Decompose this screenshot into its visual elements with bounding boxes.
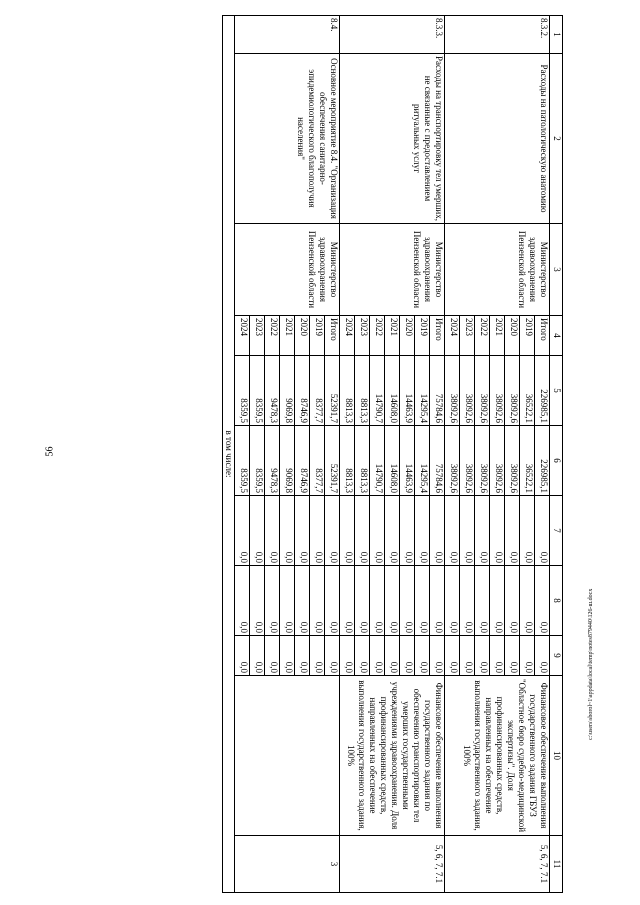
amount-cell: 14295,4 [415,426,430,496]
amount-cell: 0,0 [250,566,265,636]
table-row [430,16,445,893]
amount-cell: 14608,0 [385,356,400,426]
indicator-ref: 5, 6, 7, 7.1 [445,836,550,893]
amount-cell: 0,0 [370,636,385,676]
col-header: 4 [550,316,563,356]
amount-cell: 8813,3 [340,426,355,496]
amount-cell: 0,0 [400,636,415,676]
amount-cell: 0,0 [520,636,535,676]
indicator-ref: 3 [235,836,340,893]
row-number: 8.4. [235,16,340,54]
page-number: 56 [44,446,56,457]
amount-cell: 0,0 [265,636,280,676]
amount-cell: 0,0 [535,566,550,636]
col-header: 10 [550,676,563,836]
amount-cell: 0,0 [355,496,370,566]
year-cell: 2021 [280,316,295,356]
expected-result [235,676,340,836]
amount-cell: 0,0 [295,636,310,676]
amount-cell: 0,0 [280,566,295,636]
col-header: 11 [550,836,563,893]
amount-cell: 14463,9 [400,426,415,496]
amount-cell: 0,0 [430,566,445,636]
budget-table [222,15,563,893]
amount-cell: 0,0 [400,496,415,566]
amount-cell: 0,0 [325,496,340,566]
year-cell: 2023 [250,316,265,356]
amount-cell: 0,0 [460,566,475,636]
amount-cell: 0,0 [430,496,445,566]
year-cell: 2023 [355,316,370,356]
year-cell: 2023 [460,316,475,356]
year-cell: 2020 [505,316,520,356]
amount-cell: 52391,7 [325,426,340,496]
amount-cell: 0,0 [475,496,490,566]
including-label: в том числе: [223,16,235,893]
year-cell: 2020 [400,316,415,356]
year-cell: 2021 [385,316,400,356]
year-cell: 2022 [265,316,280,356]
amount-cell: 0,0 [535,636,550,676]
col-header: 8 [550,566,563,636]
amount-cell: 75784,6 [430,426,445,496]
amount-cell: 0,0 [265,566,280,636]
amount-cell: 0,0 [475,566,490,636]
amount-cell: 0,0 [340,566,355,636]
amount-cell: 14463,9 [400,356,415,426]
amount-cell: 8813,3 [340,356,355,426]
amount-cell: 0,0 [355,566,370,636]
amount-cell: 0,0 [475,636,490,676]
year-cell: 2021 [490,316,505,356]
year-cell: Итого [325,316,340,356]
col-header: 5 [550,356,563,426]
year-cell: 2022 [370,316,385,356]
amount-cell: 9069,8 [280,426,295,496]
amount-cell: 8746,9 [295,426,310,496]
amount-cell: 226985,1 [535,356,550,426]
year-cell: 2024 [340,316,355,356]
budget-table-sheet [103,15,563,892]
measure-name: Расходы на патологическую анатомию [445,54,550,224]
amount-cell: 0,0 [505,636,520,676]
amount-cell: 0,0 [355,636,370,676]
including-row [223,16,235,893]
executor: Министерство здравоохранения Пензенской области [235,224,340,316]
amount-cell: 0,0 [445,566,460,636]
amount-cell: 38092,6 [475,426,490,496]
col-header: 3 [550,224,563,316]
table-row [325,16,340,893]
amount-cell: 38092,6 [490,426,505,496]
row-number: 8.3.3. [340,16,445,54]
amount-cell: 0,0 [340,496,355,566]
amount-cell: 226985,1 [535,426,550,496]
amount-cell: 0,0 [325,566,340,636]
amount-cell: 0,0 [310,566,325,636]
amount-cell: 9069,8 [280,356,295,426]
amount-cell: 75784,6 [430,356,445,426]
amount-cell: 0,0 [370,496,385,566]
amount-cell: 0,0 [340,636,355,676]
measure-name: Основное мероприятие 8.4. "Организация обеспечения санитарно-эпидемиологического благополучия населения" [235,54,340,224]
amount-cell: 0,0 [295,496,310,566]
expected-result: Финансовое обеспечение выполнения государственного задания ГБУЗ "Областное бюро судебно-медицинской экспертизы". Доля профинансированных средств, направленных на обеспечение выполнения государственного задания, 100% [445,676,550,836]
year-cell: Итого [535,316,550,356]
executor: Министерство здравоохранения Пензенской области [445,224,550,316]
amount-cell: 8746,9 [295,356,310,426]
amount-cell: 0,0 [535,496,550,566]
year-cell: Итого [430,316,445,356]
amount-cell: 0,0 [295,566,310,636]
amount-cell: 38092,6 [505,426,520,496]
amount-cell: 0,0 [250,496,265,566]
amount-cell: 0,0 [400,566,415,636]
amount-cell: 0,0 [310,496,325,566]
amount-cell: 0,0 [415,636,430,676]
amount-cell: 8813,3 [355,426,370,496]
amount-cell: 0,0 [265,496,280,566]
amount-cell: 0,0 [385,566,400,636]
year-cell: 2024 [445,316,460,356]
amount-cell: 0,0 [415,566,430,636]
amount-cell: 8359,5 [250,356,265,426]
amount-cell: 8359,5 [235,426,250,496]
year-cell: 2019 [310,316,325,356]
amount-cell: 9478,3 [265,356,280,426]
measure-name: Расходы на транспортировку тел умерших, не связанные с предоставлением ритуальных услуг [340,54,445,224]
amount-cell: 8813,3 [355,356,370,426]
amount-cell: 38092,6 [445,426,460,496]
amount-cell: 38092,6 [460,356,475,426]
amount-cell: 52391,7 [325,356,340,426]
amount-cell: 0,0 [415,496,430,566]
amount-cell: 0,0 [445,496,460,566]
amount-cell: 8359,5 [235,356,250,426]
amount-cell: 0,0 [505,566,520,636]
amount-cell: 36522,1 [520,356,535,426]
row-number: 8.3.2. [445,16,550,54]
amount-cell: 0,0 [370,566,385,636]
amount-cell: 0,0 [505,496,520,566]
amount-cell: 0,0 [490,636,505,676]
amount-cell: 8377,7 [310,426,325,496]
year-cell: 2019 [520,316,535,356]
amount-cell: 8359,5 [250,426,265,496]
amount-cell: 0,0 [460,636,475,676]
footer-path: c:\users\sborol~1\appdata\local\temp\notes879440\126-ш.docx [588,588,594,740]
amount-cell: 0,0 [490,566,505,636]
amount-cell: 0,0 [235,566,250,636]
amount-cell: 14295,4 [415,356,430,426]
amount-cell: 0,0 [235,496,250,566]
amount-cell: 8377,7 [310,356,325,426]
col-header: 2 [550,54,563,224]
year-cell: 2020 [295,316,310,356]
year-cell: 2024 [235,316,250,356]
amount-cell: 0,0 [430,636,445,676]
year-cell: 2019 [415,316,430,356]
amount-cell: 38092,6 [445,356,460,426]
year-cell: 2022 [475,316,490,356]
amount-cell: 0,0 [520,566,535,636]
col-header: 9 [550,636,563,676]
amount-cell: 0,0 [385,636,400,676]
amount-cell: 0,0 [445,636,460,676]
amount-cell: 0,0 [235,636,250,676]
col-header: 6 [550,426,563,496]
indicator-ref: 5, 6, 7, 7.1 [340,836,445,893]
amount-cell: 0,0 [490,496,505,566]
amount-cell: 14608,0 [385,426,400,496]
amount-cell: 0,0 [385,496,400,566]
amount-cell: 38092,6 [475,356,490,426]
col-header: 7 [550,496,563,566]
amount-cell: 0,0 [250,636,265,676]
amount-cell: 38092,6 [505,356,520,426]
amount-cell: 0,0 [280,636,295,676]
amount-cell: 36522,1 [520,426,535,496]
amount-cell: 0,0 [460,496,475,566]
amount-cell: 38092,6 [490,356,505,426]
amount-cell: 0,0 [280,496,295,566]
amount-cell: 9478,3 [265,426,280,496]
executor: Министерство здравоохранения Пензенской области [340,224,445,316]
amount-cell: 0,0 [520,496,535,566]
amount-cell: 0,0 [325,636,340,676]
amount-cell: 14790,7 [370,356,385,426]
expected-result: Финансовое обеспечение выполнения государственного задания по обеспечению транспортировки тел умерших государственными учреждениями здравоохранения. Доля профинансированных средств, направленных на обеспечение выполнения государственного задания, 100% [340,676,445,836]
amount-cell: 38092,6 [460,426,475,496]
col-header: 1 [550,16,563,54]
amount-cell: 14790,7 [370,426,385,496]
amount-cell: 0,0 [310,636,325,676]
header-row [550,16,563,893]
table-row [535,16,550,893]
